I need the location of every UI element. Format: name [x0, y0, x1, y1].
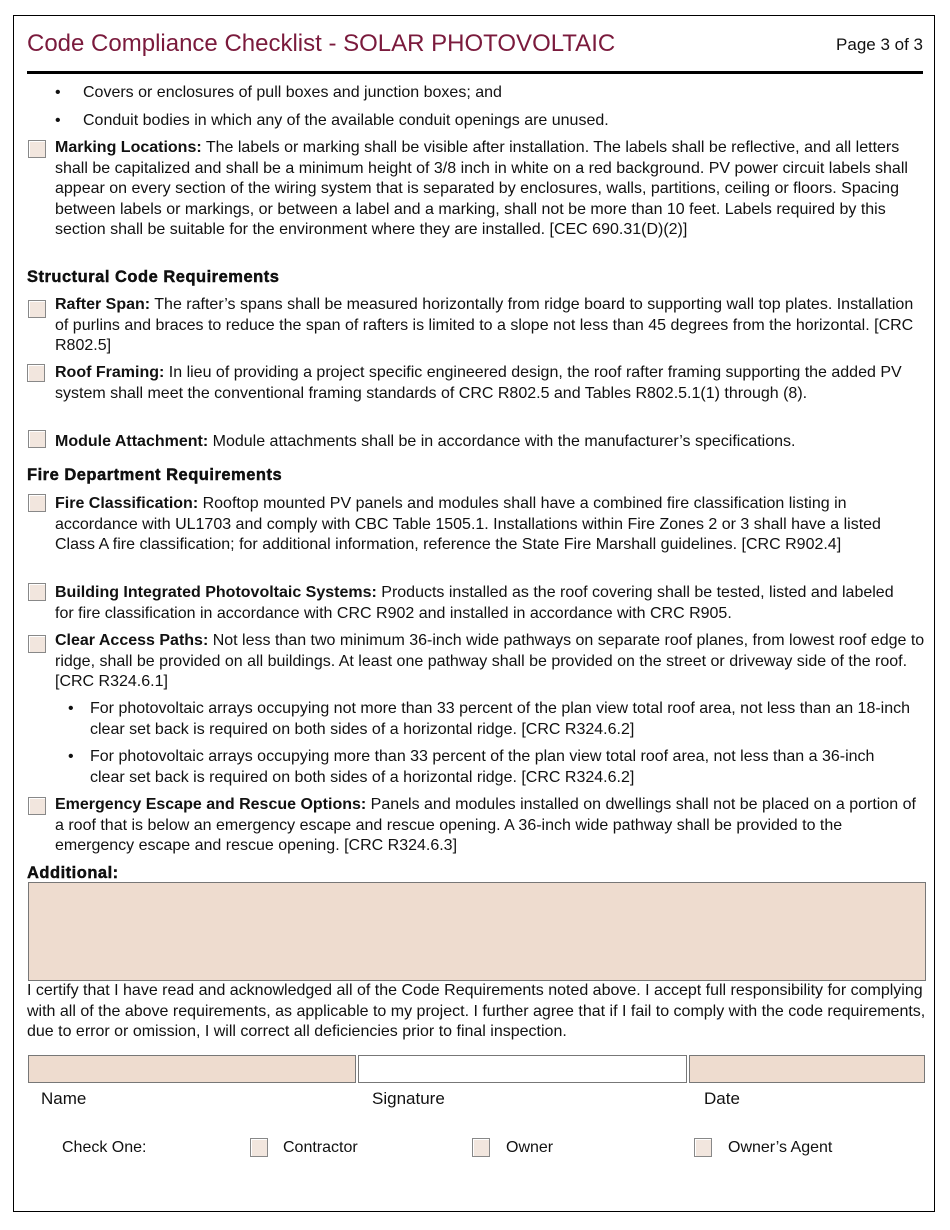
additional-label: Additional: — [27, 864, 119, 882]
bullet-item: Conduit bodies in which any of the available conduit openings are unused. — [83, 112, 609, 129]
checkbox-roof-framing[interactable] — [27, 364, 45, 382]
clear-access-paths-item — [55, 631, 925, 693]
rafter-span-item — [55, 295, 925, 357]
item-text: The labels or marking shall be visible after installation. The labels shall be reflective, and all letters shall be capitalized and shall be a minimum height of 3/8 inch in white on a red background. PV power circuit labels shall appear on every section of the wiring system that is separated by enclosures, walls, partitions, ceiling or floors. Spacing between labels or markings, or between a label and a marking, shall not be more than 10 feet. Labels required by this section shall be suitable for the environment where they are installed. [CEC 690.31(D)(2)] — [55, 139, 908, 239]
bipv-item — [55, 583, 900, 624]
item-text: The rafter’s spans shall be measured horizontally from ridge board to supporting wall top plates. Installation of purlins and braces to reduce the span of rafters is limited to a slope not less than 45 degrees from the horizontal. [CRC R802.5] — [55, 296, 914, 355]
checkbox-bipv[interactable] — [28, 583, 46, 601]
item-text: Not less than two minimum 36-inch wide pathways on separate roof planes, from lowest roof edge to ridge, shall be provided on all buildings. At least one pathway shall be provided on the street or driveway side of the roof. [CRC R324.6.1] — [55, 632, 925, 691]
name-field[interactable] — [28, 1055, 356, 1083]
roof-framing-item — [55, 363, 925, 404]
checkbox-contractor[interactable] — [250, 1138, 268, 1157]
checkbox-module-attachment[interactable] — [28, 430, 46, 448]
item-label: Building Integrated Photovoltaic Systems: — [55, 584, 377, 601]
page-number: Page 3 of 3 — [836, 35, 923, 54]
module-attachment-item — [55, 432, 925, 453]
checkbox-owner[interactable] — [472, 1138, 490, 1157]
sub-bullet-item: For photovoltaic arrays occupying not more than 33 percent of the plan view total roof area, not less than an 18-inch clear set back is required on both sides of a horizontal ridge. [CRC R324.6.2] — [90, 700, 911, 738]
bullet-icon: • — [55, 112, 61, 129]
marking-locations-item — [55, 138, 923, 241]
date-field[interactable] — [689, 1055, 925, 1083]
fire-classification-item — [55, 494, 915, 556]
item-text: In lieu of providing a project specific engineered design, the roof rafter framing supporting the added PV system shall meet the conventional framing standards of CRC R802.5 and Tables R802.5.1(1) through (8). — [55, 364, 902, 402]
item-label: Module Attachment: — [55, 433, 209, 450]
name-label: Name — [41, 1089, 87, 1108]
certification-text: I certify that I have read and acknowledged all of the Code Requirements noted above. I accept full responsibility for complying with all of the above requirements, as applicable to my project. I further agree that if I fail to comply with the code requirements, due to error or omission, I will correct all deficiencies prior to final inspection. — [27, 982, 926, 1041]
item-label: Clear Access Paths: — [55, 632, 209, 649]
item-label: Marking Locations: — [55, 139, 202, 156]
option-owners-agent: Owner’s Agent — [728, 1139, 833, 1156]
signature-field[interactable] — [358, 1055, 687, 1083]
checkbox-clear-access-paths[interactable] — [28, 635, 46, 653]
bullet-icon: • — [68, 748, 74, 765]
section-heading-fire: Fire Department Requirements — [27, 466, 283, 484]
emergency-escape-item — [55, 795, 925, 857]
checkbox-owners-agent[interactable] — [694, 1138, 712, 1157]
item-text: Products installed as the roof covering shall be tested, listed and labeled for fire classification in accordance with CRC R902 and installed in accordance with CRC R905. — [55, 584, 894, 622]
bullet-icon: • — [68, 700, 74, 717]
bullet-icon: • — [55, 84, 61, 101]
sub-bullet-item: For photovoltaic arrays occupying more than 33 percent of the plan view total roof area, not less than a 36-inch clear set back is required on both sides of a horizontal ridge. [CRC R324.6.2] — [90, 748, 875, 786]
item-label: Fire Classification: — [55, 495, 199, 512]
option-contractor: Contractor — [283, 1139, 358, 1156]
check-one-label: Check One: — [62, 1139, 147, 1156]
checkbox-fire-classification[interactable] — [28, 494, 46, 512]
page-title: Code Compliance Checklist - SOLAR PHOTOVOLTAIC — [27, 30, 616, 57]
checkbox-marking-locations[interactable] — [28, 140, 46, 158]
item-text: Panels and modules installed on dwellings shall not be placed on a portion of a roof that is below an emergency escape and rescue opening. A 36-inch wide pathway shall be provided to the emergency escape and rescue opening. [CRC R324.6.3] — [55, 796, 916, 855]
option-owner: Owner — [506, 1139, 554, 1156]
signature-label: Signature — [372, 1089, 445, 1108]
item-text: Rooftop mounted PV panels and modules shall have a combined fire classification listing in accordance with UL1703 and comply with CBC Table 1505.1. Installations within Fire Zones 2 or 3 shall have a listed Class A fire classification; for additional information, reference the State Fire Marshall guidelines. [CRC R902.4] — [55, 495, 881, 554]
section-heading-structural: Structural Code Requirements — [27, 268, 280, 286]
item-label: Roof Framing: — [55, 364, 165, 381]
item-text: Module attachments shall be in accordance with the manufacturer’s specifications. — [208, 433, 796, 450]
header-divider — [27, 71, 923, 74]
checkbox-emergency-escape[interactable] — [28, 797, 46, 815]
date-label: Date — [704, 1089, 740, 1108]
checkbox-rafter-span[interactable] — [28, 300, 46, 318]
additional-textarea[interactable] — [28, 882, 926, 981]
item-label: Rafter Span: — [55, 296, 151, 313]
bullet-item: Covers or enclosures of pull boxes and junction boxes; and — [83, 84, 502, 101]
item-label: Emergency Escape and Rescue Options: — [55, 796, 367, 813]
